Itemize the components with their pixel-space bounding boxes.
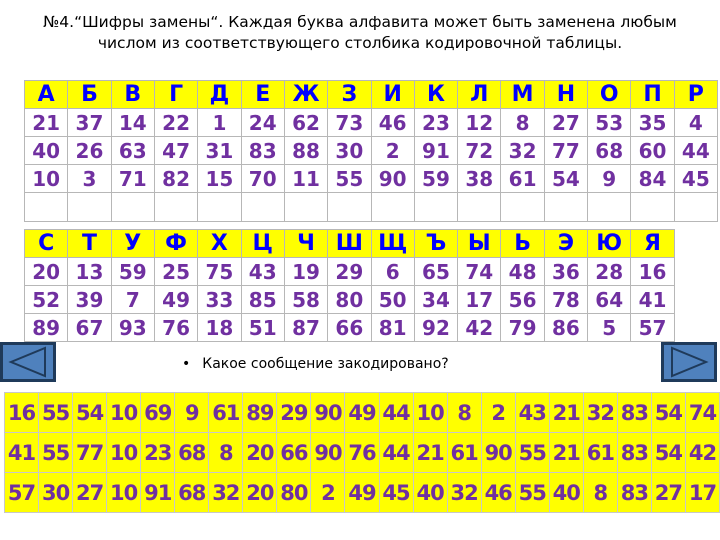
table_top-code-row: [25, 165, 718, 193]
blank-cell: [241, 193, 284, 222]
code-cell: 59: [111, 258, 154, 286]
message-cell: 40: [413, 473, 447, 513]
code-cell: 61: [501, 165, 544, 193]
code-cell: 70: [241, 165, 284, 193]
code-cell: 83: [241, 137, 284, 165]
next-slide-button[interactable]: [661, 342, 717, 382]
code-cell: 59: [414, 165, 457, 193]
letter-cell: Ц: [241, 230, 284, 258]
message-cell: 32: [209, 473, 243, 513]
letter-cell: Л: [458, 81, 501, 109]
blank-cell: [371, 193, 414, 222]
message-cell: 41: [5, 433, 39, 473]
encoded-message-table: [4, 392, 720, 513]
code-cell: 15: [198, 165, 241, 193]
code-cell: 42: [458, 314, 501, 342]
code-cell: 50: [371, 286, 414, 314]
code-cell: 56: [501, 286, 544, 314]
code-cell: 4: [674, 109, 717, 137]
table_top-code-row: [25, 137, 718, 165]
letter-cell: Е: [241, 81, 284, 109]
code-cell: 12: [458, 109, 501, 137]
code-cell: 40: [25, 137, 68, 165]
code-cell: 39: [68, 286, 111, 314]
question-label: Какое сообщение закодировано?: [202, 356, 449, 372]
code-cell: 47: [154, 137, 197, 165]
blank-cell: [544, 193, 587, 222]
code-cell: 46: [371, 109, 414, 137]
cipher-table-bottom: [24, 229, 718, 342]
message-cell: 66: [277, 433, 311, 473]
letter-cell: Х: [198, 230, 241, 258]
message-cell: 30: [39, 473, 73, 513]
code-cell: 49: [154, 286, 197, 314]
message-cell: 2: [481, 393, 515, 433]
blank-cell: [631, 193, 674, 222]
code-cell: 21: [25, 109, 68, 137]
message-cell: 21: [413, 433, 447, 473]
code-cell: 71: [111, 165, 154, 193]
letter-cell: Ж: [284, 81, 327, 109]
code-cell: 66: [328, 314, 371, 342]
code-cell: 76: [154, 314, 197, 342]
code-cell: 36: [544, 258, 587, 286]
cipher-table-top: [24, 80, 718, 222]
code-cell: 67: [68, 314, 111, 342]
letter-cell: А: [25, 81, 68, 109]
blank-cell: [68, 193, 111, 222]
letter-cell: Ч: [284, 230, 327, 258]
code-cell: 8: [501, 109, 544, 137]
letter-cell: К: [414, 81, 457, 109]
message-cell: 44: [379, 393, 413, 433]
message-cell: 8: [583, 473, 617, 513]
code-cell: 19: [284, 258, 327, 286]
message-cell: 21: [549, 393, 583, 433]
message-cell: 55: [39, 393, 73, 433]
message-cell: 76: [345, 433, 379, 473]
blank-cell: [458, 193, 501, 222]
message-cell: 2: [311, 473, 345, 513]
table_bottom-code-row: [25, 258, 718, 286]
message-cell: 29: [277, 393, 311, 433]
message-cell: 90: [311, 393, 345, 433]
code-cell: 2: [371, 137, 414, 165]
code-cell: 25: [154, 258, 197, 286]
message-cell: 68: [175, 433, 209, 473]
code-cell: 43: [241, 258, 284, 286]
code-cell: 9: [588, 165, 631, 193]
title-line-1: №4.“Шифры замены“. Каждая буква алфавита может быть заменена любым: [43, 13, 677, 31]
letter-cell: Э: [544, 230, 587, 258]
table_top-code-row: [25, 109, 718, 137]
letter-cell: Ш: [328, 230, 371, 258]
letter-cell: Г: [154, 81, 197, 109]
code-cell: 73: [328, 109, 371, 137]
message-cell: 10: [107, 393, 141, 433]
prev-slide-button[interactable]: [0, 342, 56, 382]
code-cell: 24: [241, 109, 284, 137]
blank-cell: [501, 193, 544, 222]
code-cell: 63: [111, 137, 154, 165]
code-cell: 26: [68, 137, 111, 165]
code-cell: 58: [284, 286, 327, 314]
letter-cell: [674, 230, 717, 258]
code-cell: 92: [414, 314, 457, 342]
message-cell: 74: [685, 393, 719, 433]
message-cell: 90: [311, 433, 345, 473]
message-cell: 21: [549, 433, 583, 473]
letter-cell: Я: [631, 230, 674, 258]
code-cell: 22: [154, 109, 197, 137]
code-cell: 55: [328, 165, 371, 193]
code-cell: 16: [631, 258, 674, 286]
letter-cell: Т: [68, 230, 111, 258]
code-cell: 37: [68, 109, 111, 137]
letter-cell: С: [25, 230, 68, 258]
code-cell: 78: [544, 286, 587, 314]
letter-cell: П: [631, 81, 674, 109]
code-cell: 1: [198, 109, 241, 137]
code-cell: 18: [198, 314, 241, 342]
code-cell: 11: [284, 165, 327, 193]
letter-cell: У: [111, 230, 154, 258]
letter-cell: М: [501, 81, 544, 109]
message-cell: 54: [651, 433, 685, 473]
code-cell: 84: [631, 165, 674, 193]
table_bottom-code-row: [25, 286, 718, 314]
blank-cell: [154, 193, 197, 222]
code-cell: [674, 314, 717, 342]
message-cell: 83: [617, 433, 651, 473]
message-cell: 54: [651, 393, 685, 433]
question-text: [182, 356, 449, 372]
code-cell: 35: [631, 109, 674, 137]
code-cell: 30: [328, 137, 371, 165]
code-cell: 3: [68, 165, 111, 193]
code-cell: 75: [198, 258, 241, 286]
message-cell: 16: [5, 393, 39, 433]
message-cell: 49: [345, 473, 379, 513]
code-cell: 57: [631, 314, 674, 342]
blank-cell: [198, 193, 241, 222]
message-cell: 32: [583, 393, 617, 433]
message-cell: 20: [243, 473, 277, 513]
message-cell: 20: [243, 433, 277, 473]
message-cell: 10: [413, 393, 447, 433]
left-arrow-icon: [3, 345, 53, 379]
message-row: [5, 473, 720, 513]
table_bottom-code-row: [25, 314, 718, 342]
code-cell: 45: [674, 165, 717, 193]
message-cell: 46: [481, 473, 515, 513]
letter-cell: Ы: [458, 230, 501, 258]
code-cell: 20: [25, 258, 68, 286]
message-cell: 89: [243, 393, 277, 433]
message-cell: 55: [39, 433, 73, 473]
code-cell: 60: [631, 137, 674, 165]
code-cell: 38: [458, 165, 501, 193]
message-cell: 17: [685, 473, 719, 513]
letter-cell: Ф: [154, 230, 197, 258]
message-cell: 77: [73, 433, 107, 473]
code-cell: 51: [241, 314, 284, 342]
letter-cell: Щ: [371, 230, 414, 258]
message-cell: 80: [277, 473, 311, 513]
message-cell: 9: [175, 393, 209, 433]
bullet: •: [182, 356, 191, 372]
message-cell: 61: [209, 393, 243, 433]
blank-cell: [328, 193, 371, 222]
message-row: [5, 433, 720, 473]
code-cell: 85: [241, 286, 284, 314]
letter-cell: Р: [674, 81, 717, 109]
code-cell: 32: [501, 137, 544, 165]
message-cell: 90: [481, 433, 515, 473]
message-cell: 83: [617, 393, 651, 433]
code-cell: 88: [284, 137, 327, 165]
blank-cell: [588, 193, 631, 222]
code-cell: 23: [414, 109, 457, 137]
code-cell: 41: [631, 286, 674, 314]
code-cell: 17: [458, 286, 501, 314]
code-cell: 31: [198, 137, 241, 165]
code-cell: 77: [544, 137, 587, 165]
blank-cell: [414, 193, 457, 222]
code-cell: 7: [111, 286, 154, 314]
message-cell: 45: [379, 473, 413, 513]
code-cell: 13: [68, 258, 111, 286]
message-cell: 61: [447, 433, 481, 473]
code-cell: 89: [25, 314, 68, 342]
code-cell: 62: [284, 109, 327, 137]
code-cell: 6: [371, 258, 414, 286]
message-cell: 91: [141, 473, 175, 513]
code-cell: 28: [588, 258, 631, 286]
message-cell: 10: [107, 433, 141, 473]
code-cell: 72: [458, 137, 501, 165]
code-cell: 87: [284, 314, 327, 342]
code-cell: 44: [674, 137, 717, 165]
code-cell: 29: [328, 258, 371, 286]
right-arrow-icon: [664, 345, 714, 379]
message-cell: 8: [447, 393, 481, 433]
message-cell: 10: [107, 473, 141, 513]
code-cell: 80: [328, 286, 371, 314]
code-cell: 14: [111, 109, 154, 137]
code-cell: 54: [544, 165, 587, 193]
letter-cell: Д: [198, 81, 241, 109]
letter-cell: Б: [68, 81, 111, 109]
message-cell: 61: [583, 433, 617, 473]
message-cell: 27: [73, 473, 107, 513]
code-cell: 34: [414, 286, 457, 314]
blank-cell: [284, 193, 327, 222]
message-cell: 44: [379, 433, 413, 473]
letter-cell: Н: [544, 81, 587, 109]
table_top-blank-row: [25, 193, 718, 222]
table_bottom-letter-row: [25, 230, 718, 258]
message-cell: 23: [141, 433, 175, 473]
message-cell: 40: [549, 473, 583, 513]
message-cell: 68: [175, 473, 209, 513]
blank-cell: [25, 193, 68, 222]
code-cell: 53: [588, 109, 631, 137]
message-cell: 42: [685, 433, 719, 473]
letter-cell: О: [588, 81, 631, 109]
message-cell: 32: [447, 473, 481, 513]
code-cell: 65: [414, 258, 457, 286]
blank-cell: [111, 193, 154, 222]
title-line-2: числом из соответствующего столбика кодировочной таблицы.: [97, 34, 623, 52]
message-cell: 55: [515, 433, 549, 473]
code-cell: 68: [588, 137, 631, 165]
code-cell: 64: [588, 286, 631, 314]
table_top-letter-row: [25, 81, 718, 109]
code-cell: 74: [458, 258, 501, 286]
code-cell: 91: [414, 137, 457, 165]
code-cell: 90: [371, 165, 414, 193]
code-cell: 52: [25, 286, 68, 314]
code-cell: 81: [371, 314, 414, 342]
letter-cell: В: [111, 81, 154, 109]
code-cell: [674, 258, 717, 286]
message-cell: 55: [515, 473, 549, 513]
message-cell: 43: [515, 393, 549, 433]
code-cell: 5: [588, 314, 631, 342]
letter-cell: Ь: [501, 230, 544, 258]
code-cell: 86: [544, 314, 587, 342]
message-cell: 69: [141, 393, 175, 433]
letter-cell: Ю: [588, 230, 631, 258]
code-cell: 33: [198, 286, 241, 314]
message-cell: 54: [73, 393, 107, 433]
letter-cell: И: [371, 81, 414, 109]
code-cell: 79: [501, 314, 544, 342]
message-cell: 27: [651, 473, 685, 513]
code-cell: [674, 286, 717, 314]
code-cell: 82: [154, 165, 197, 193]
blank-cell: [674, 193, 717, 222]
letter-cell: Ъ: [414, 230, 457, 258]
message-cell: 49: [345, 393, 379, 433]
message-cell: 8: [209, 433, 243, 473]
code-cell: 10: [25, 165, 68, 193]
slide-title: [0, 12, 720, 54]
message-row: [5, 393, 720, 433]
message-cell: 57: [5, 473, 39, 513]
code-cell: 27: [544, 109, 587, 137]
code-cell: 93: [111, 314, 154, 342]
letter-cell: З: [328, 81, 371, 109]
message-cell: 83: [617, 473, 651, 513]
code-cell: 48: [501, 258, 544, 286]
